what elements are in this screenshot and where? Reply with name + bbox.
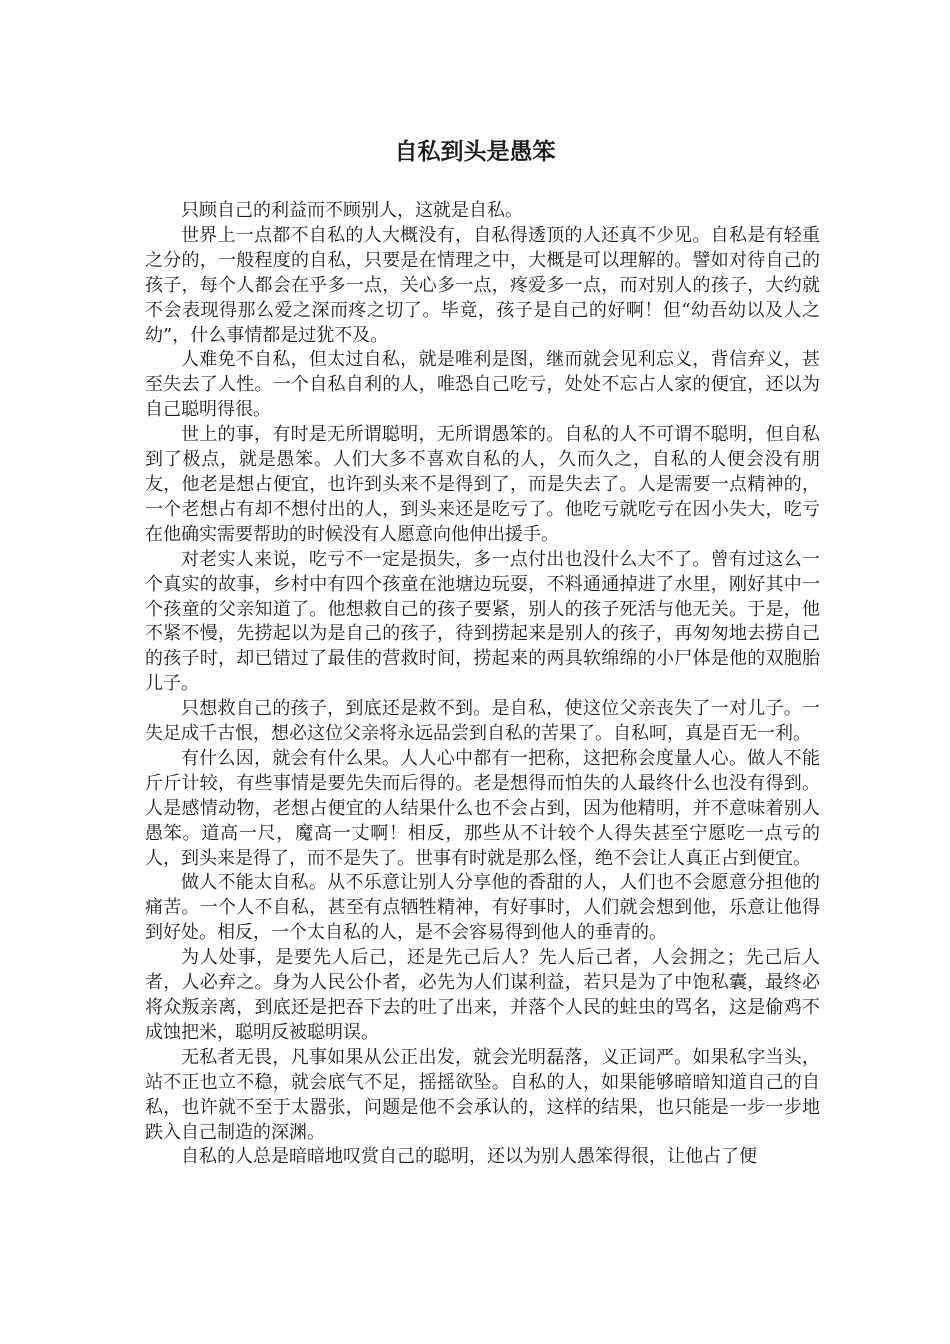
paragraph-1: 只顾自己的利益而不顾别人，这就是自私。 [181, 200, 523, 221]
paragraph-2: 世界上一点都不自私的人大概没有，自私得透顶的人还真不少见。自私是有轻重之分的，一般程度的自私，只要是在情理之中，大概是可以理解的。譬如对待自己的孩子，每个人都会在乎多一点，关心多一点，疼爱多一点，而对别人的孩子，大约就不会表现得那么爱之深而疼之切了。毕竟，孩子是自己的好啊！但“幼吾幼以及人之幼”，什么事情都是过犹不及。 [145, 224, 820, 346]
paragraph-9: 为人处事，是要先人后己，还是先己后人？先人后己者，人会拥之；先己后人者，人必弃之。身为人民公仆者，必先为人们谋利益，若只是为了中饱私囊，最终必将众叛亲离，到底还是把吞下去的吐了出来，并落个人民的蛀虫的骂名，这是偷鸡不成蚀把米，聪明反被聪明误。 [145, 947, 820, 1043]
paragraph-11: 自私的人总是暗暗地叹赏自己的聪明，还以为别人愚笨得很，让他占了便 [181, 1146, 757, 1168]
document-body [145, 199, 820, 1170]
paragraph-5: 对老实人来说，吃亏不一定是损失，多一点付出也没什么大不了。曾有过这么一个真实的故事，乡村中有四个孩童在池塘边玩耍，不料通通掉进了水里，刚好其中一个孩童的父亲知道了。他想救自己的孩子要紧，别人的孩子死活与他无关。于是，他不紧不慢，先捞起以为是自己的孩子，待到捞起来是别人的孩子，再匆匆地去捞自己的孩子时，却已错过了最佳的营救时间，捞起来的两具软绵绵的小尸体是他的双胞胎儿子。 [145, 548, 820, 695]
paragraph-6: 只想救自己的孩子，到底还是救不到。是自私，使这位父亲丧失了一对儿子。一失足成千古恨，想必这位父亲将永远品尝到自私的苦果了。自私呵，真是百无一利。 [145, 698, 820, 745]
paragraph-8: 做人不能太自私。从不乐意让别人分享他的香甜的人，人们也不会愿意分担他的痛苦。一个人不自私，甚至有点牺牲精神，有好事时，人们就会想到他，乐意让他得到好处。相反，一个太自私的人，是不会容易得到他人的垂青的。 [145, 872, 820, 944]
paragraph-4: 世上的事，有时是无所谓聪明，无所谓愚笨的。自私的人不可谓不聪明，但自私到了极点，就是愚笨。人们大多不喜欢自私的人，久而久之，自私的人便会没有朋友，他老是想占便宜，也许到头来不是得到了，而是失去了。人是需要一点精神的，一个老想占有却不想付出的人，到头来还是吃亏了。他吃亏就吃亏在因小失大，吃亏在他确实需要帮助的时候没有人愿意向他伸出援手。 [145, 424, 820, 545]
document-title: 自私到头是愚笨 [394, 139, 556, 165]
paragraph-3: 人难免不自私，但太过自私，就是唯利是图，继而就会见利忘义，背信弃义，甚至失去了人性。一个自私自利的人，唯恐自己吃亏，处处不忘占人家的便宜，还以为自己聪明得很。 [145, 349, 820, 421]
paragraph-10: 无私者无畏，凡事如果从公正出发，就会光明磊落，义正词严。如果私字当头，站不正也立不稳，就会底气不足，摇摇欲坠。自私的人，如果能够暗暗知道自己的自私，也许就不至于太嚣张，问题是他不会承认的，这样的结果，也只能是一步一步地跌入自己制造的深渊。 [145, 1046, 820, 1143]
paragraph-7: 有什么因，就会有什么果。人人心中都有一把称，这把称会度量人心。做人不能斤斤计较，有些事情是要先失而后得的。老是想得而怕失的人最终什么也没有得到。人是感情动物，老想占便宜的人结果什么也不会占到，因为他精明，并不意味着别人愚笨。道高一尺，魔高一丈啊！相反，那些从不计较个人得失甚至宁愿吃一点亏的人，到头来是得了，而不是失了。世事有时就是那么怪，绝不会让人真正占到便宜。 [145, 747, 820, 869]
